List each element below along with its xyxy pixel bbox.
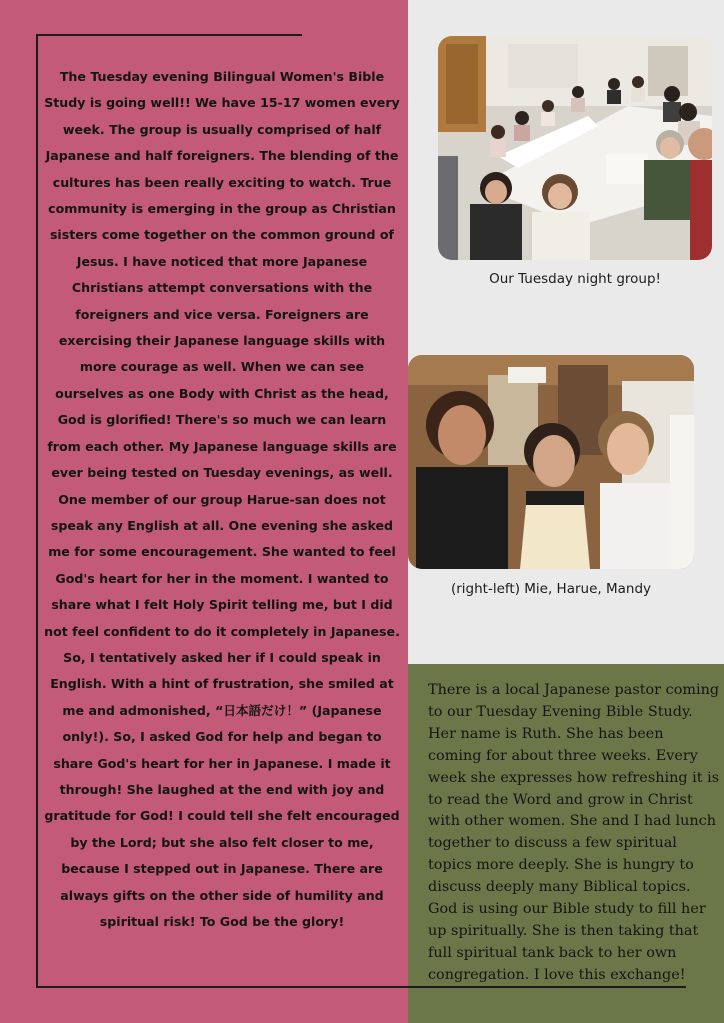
group-photo-caption: Our Tuesday night group!	[489, 271, 661, 287]
frame-line-bottom	[36, 986, 686, 988]
three-women-photo-caption: (right-left) Mie, Harue, Mandy	[450, 581, 652, 597]
frame-line-top	[36, 34, 302, 36]
frame-line-left	[36, 34, 38, 988]
three-women-photo	[408, 355, 694, 569]
sidebar-text: There is a local Japanese pastor coming to our Tuesday Evening Bible Study. Her name is Ruth. She has been coming for about three weeks. Every week she expresses how refreshing it is to read the Word and grow in Christ with other women. She and I had lunch together to discuss a few spiritual topics more deeply. She is hungry to discuss deeply many Biblical topics. God is using our Bible study to fill her up spiritually. She is then taking that full spiritual tank back to her own congregation. I love this exchange!	[428, 682, 720, 983]
group-photo	[438, 36, 712, 260]
article-body: The Tuesday evening Bilingual Women's Bible Study is going well!! We have 15-17 women every week. The group is usually comprised of half Japanese and half foreigners. The blending of the cultures has been really exciting to watch. True community is emerging in the group as Christian sisters come together on the common ground of Jesus. I have noticed that more Japanese Christians attempt conversations with the foreigners and vice versa. Foreigners are exercising their Japanese language skills with more courage as well. When we can see ourselves as one Body with Christ as the head, God is glorified! There's so much we can learn from each other. My Japanese language skills are ever being tested on Tuesday evenings, as well. One member of our group Harue-san does not speak any English at all. One evening she asked me for some encouragement. She wanted to feel God's heart for her in the moment. I wanted to share what I felt Holy Spirit telling me, but I did not feel confident to do it completely in Japanese. So, I tentatively asked her if I could speak in English. With a hint of frustration, she smiled at me and admonished, “日本語だけ！” (Japanese only!). So, I asked God for help and began to share God's heart for her in Japanese. I made it through! She laughed at the end with joy and gratitude for God! I could tell she felt encouraged by the Lord; but she also felt closer to me, because I stepped out in Japanese. There are always gifts on the other side of humility and spiritual risk! To God be the glory!	[44, 69, 400, 929]
